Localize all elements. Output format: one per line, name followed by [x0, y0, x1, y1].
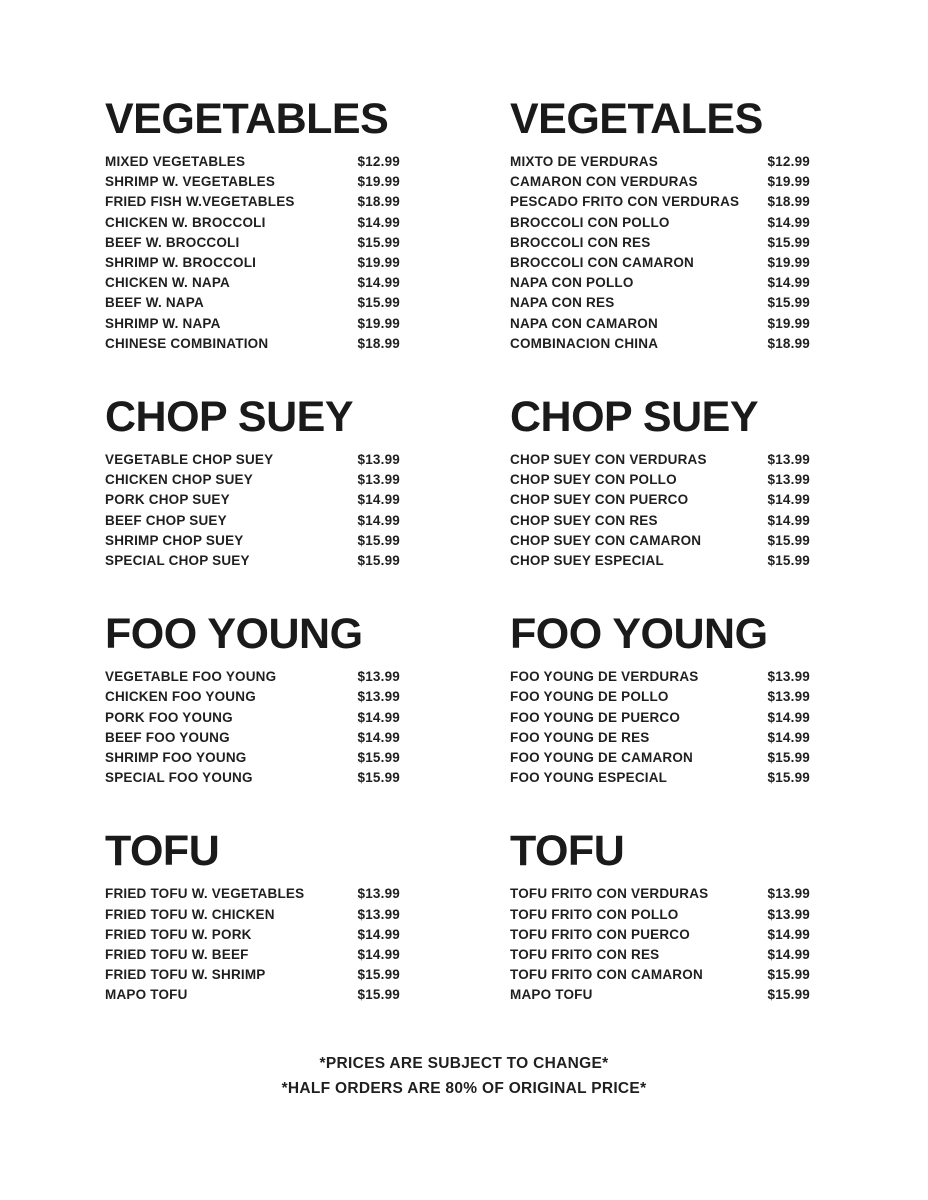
item-price: $13.99 — [767, 669, 810, 685]
menu-item-row — [105, 985, 400, 1005]
item-name: PESCADO FRITO CON VERDURAS — [510, 194, 740, 210]
item-price: $19.99 — [767, 315, 810, 331]
menu-item-row — [105, 531, 400, 551]
item-name: VEGETABLE CHOP SUEY — [105, 452, 274, 468]
section-title: TOFU — [510, 827, 625, 876]
menu-item-row — [105, 965, 400, 985]
item-price: $13.99 — [357, 906, 400, 922]
menu-item-row — [510, 985, 810, 1005]
menu-item-row — [510, 233, 810, 253]
item-price: $18.99 — [767, 335, 810, 351]
menu-item-row — [510, 450, 810, 470]
menu-item-row — [510, 687, 810, 707]
item-price: $12.99 — [767, 154, 810, 169]
item-name: MIXTO DE VERDURAS — [510, 154, 658, 169]
item-name: BROCCOLI CON POLLO — [510, 214, 670, 230]
menu-item-row — [510, 551, 810, 571]
item-list — [510, 667, 810, 788]
item-price: $13.99 — [357, 452, 400, 468]
item-name: FOO YOUNG DE PUERCO — [510, 709, 681, 725]
menu-item-row — [105, 728, 400, 748]
item-price: $15.99 — [767, 295, 810, 311]
item-price: $14.99 — [357, 729, 400, 745]
menu-item-row — [510, 334, 810, 354]
menu-item-row — [510, 884, 810, 904]
item-name: CHOP SUEY CON PUERCO — [510, 492, 689, 508]
item-price: $13.99 — [767, 472, 810, 488]
item-price: $12.99 — [357, 154, 400, 169]
menu-column-english — [105, 96, 400, 354]
item-price: $19.99 — [357, 174, 400, 190]
item-name: CHICKEN W. NAPA — [105, 275, 231, 291]
item-name: CHICKEN W. BROCCOLI — [105, 214, 266, 230]
item-price: $15.99 — [767, 967, 810, 983]
footer-note-line2: *HALF ORDERS ARE 80% OF ORIGINAL PRICE* — [281, 1079, 647, 1097]
item-name: SPECIAL FOO YOUNG — [105, 770, 253, 786]
section-title: VEGETALES — [510, 95, 763, 143]
item-name: CAMARON CON VERDURAS — [510, 174, 698, 190]
menu-item-row — [510, 728, 810, 748]
section-title: VEGETABLES — [105, 95, 389, 143]
menu-item-row — [105, 172, 400, 192]
menu-item-row — [105, 470, 400, 490]
item-name: MAPO TOFU — [105, 987, 188, 1003]
item-price: $14.99 — [357, 947, 400, 963]
item-price: $14.99 — [357, 512, 400, 528]
menu-column-english — [105, 828, 400, 1005]
item-name: SHRIMP FOO YOUNG — [105, 750, 247, 766]
item-name: FRIED TOFU W. CHICKEN — [105, 906, 275, 922]
item-price: $19.99 — [357, 315, 400, 331]
item-price: $14.99 — [767, 512, 810, 528]
item-name: SHRIMP CHOP SUEY — [105, 532, 244, 548]
item-price: $13.99 — [357, 689, 400, 705]
item-list — [105, 667, 400, 788]
menu-item-row — [105, 708, 400, 728]
item-name: SHRIMP W. NAPA — [105, 315, 221, 331]
item-name: CHOP SUEY CON CAMARON — [510, 532, 702, 548]
item-name: FRIED TOFU W. BEEF — [105, 947, 249, 963]
menu-item-row — [105, 213, 400, 233]
item-price: $14.99 — [767, 729, 810, 745]
menu-item-row — [510, 152, 810, 172]
menu-item-row — [510, 470, 810, 490]
item-price: $13.99 — [357, 472, 400, 488]
menu-item-row — [105, 293, 400, 313]
item-name: CHOP SUEY CON POLLO — [510, 472, 677, 488]
item-price: $15.99 — [357, 553, 400, 569]
menu-item-row — [105, 450, 400, 470]
item-price: $14.99 — [767, 926, 810, 942]
item-name: FRIED TOFU W. VEGETABLES — [105, 886, 305, 902]
item-price: $14.99 — [357, 214, 400, 230]
menu-item-row — [105, 192, 400, 212]
menu-item-row — [510, 213, 810, 233]
item-name: PORK CHOP SUEY — [105, 492, 230, 508]
menu-column-english — [105, 611, 400, 788]
item-price: $13.99 — [357, 886, 400, 902]
item-price: $15.99 — [767, 532, 810, 548]
footer-notes — [0, 1051, 928, 1101]
section-title: CHOP SUEY — [510, 393, 758, 442]
item-price: $13.99 — [357, 669, 400, 685]
menu-column-spanish — [510, 828, 810, 1005]
section-title: TOFU — [105, 827, 220, 876]
item-price: $15.99 — [767, 770, 810, 786]
menu-section-tofu — [105, 828, 810, 1005]
item-list — [510, 152, 810, 354]
menu-item-row — [510, 192, 810, 212]
item-name: NAPA CON RES — [510, 295, 615, 311]
item-list — [105, 884, 400, 1005]
item-name: TOFU FRITO CON POLLO — [510, 906, 679, 922]
item-name: FRIED TOFU W. SHRIMP — [105, 967, 266, 983]
menu-item-row — [510, 708, 810, 728]
menu-item-row — [105, 884, 400, 904]
menu-item-row — [510, 490, 810, 510]
item-name: CHOP SUEY CON RES — [510, 512, 658, 528]
item-name: SHRIMP W. VEGETABLES — [105, 174, 276, 190]
item-price: $15.99 — [767, 750, 810, 766]
item-name: BEEF FOO YOUNG — [105, 729, 230, 745]
menu-item-row — [105, 768, 400, 788]
menu-item-row — [105, 945, 400, 965]
item-name: NAPA CON CAMARON — [510, 315, 658, 331]
item-name: SPECIAL CHOP SUEY — [105, 553, 250, 569]
item-name: FOO YOUNG DE POLLO — [510, 689, 669, 705]
menu-item-row — [105, 667, 400, 687]
menu-item-row — [510, 768, 810, 788]
menu-item-row — [510, 965, 810, 985]
menu-item-row — [105, 490, 400, 510]
item-price: $14.99 — [767, 275, 810, 291]
item-price: $15.99 — [357, 532, 400, 548]
menu-item-row — [105, 687, 400, 707]
item-name: PORK FOO YOUNG — [105, 709, 233, 725]
item-name: COMBINACION CHINA — [510, 335, 659, 351]
item-name: FRIED FISH W.VEGETABLES — [105, 194, 295, 210]
menu-item-row — [105, 273, 400, 293]
item-price: $15.99 — [357, 750, 400, 766]
item-price: $15.99 — [357, 987, 400, 1003]
item-list — [510, 450, 810, 571]
item-price: $14.99 — [767, 492, 810, 508]
item-price: $15.99 — [767, 553, 810, 569]
menu-item-row — [510, 531, 810, 551]
item-name: TOFU FRITO CON VERDURAS — [510, 886, 709, 902]
item-name: FRIED TOFU W. PORK — [105, 926, 252, 942]
item-price: $14.99 — [767, 709, 810, 725]
item-list — [105, 152, 400, 354]
item-name: FOO YOUNG DE VERDURAS — [510, 669, 699, 685]
section-title: CHOP SUEY — [105, 393, 353, 442]
item-name: TOFU FRITO CON CAMARON — [510, 967, 703, 983]
menu-item-row — [510, 172, 810, 192]
item-name: FOO YOUNG DE CAMARON — [510, 750, 694, 766]
item-price: $13.99 — [767, 886, 810, 902]
item-price: $13.99 — [767, 452, 810, 468]
menu-item-row — [510, 314, 810, 334]
menu-item-row — [105, 551, 400, 571]
item-price: $19.99 — [767, 174, 810, 190]
item-price: $13.99 — [767, 689, 810, 705]
menu-section-foo-young — [105, 611, 810, 788]
menu-item-row — [510, 905, 810, 925]
menu-column-spanish — [510, 611, 810, 788]
item-name: CHINESE COMBINATION — [105, 335, 269, 351]
item-price: $14.99 — [357, 492, 400, 508]
menu-item-row — [510, 511, 810, 531]
item-name: CHOP SUEY ESPECIAL — [510, 553, 664, 569]
item-name: VEGETABLE FOO YOUNG — [105, 669, 277, 685]
menu-item-row — [105, 905, 400, 925]
menu-item-row — [105, 233, 400, 253]
item-name: BROCCOLI CON CAMARON — [510, 255, 694, 271]
menu-column-english — [105, 394, 400, 571]
menu-section-vegetables — [105, 96, 810, 354]
menu-item-row — [105, 152, 400, 172]
item-price: $15.99 — [767, 987, 810, 1003]
item-name: CHICKEN FOO YOUNG — [105, 689, 256, 705]
item-list — [510, 884, 810, 1005]
section-title: FOO YOUNG — [510, 610, 768, 659]
menu-item-row — [105, 511, 400, 531]
item-name: SHRIMP W. BROCCOLI — [105, 255, 257, 271]
menu-column-spanish — [510, 394, 810, 571]
item-price: $15.99 — [357, 770, 400, 786]
menu-item-row — [105, 253, 400, 273]
menu-item-row — [105, 314, 400, 334]
item-name: TOFU FRITO CON PUERCO — [510, 926, 690, 942]
item-price: $15.99 — [767, 234, 810, 250]
item-price: $15.99 — [357, 295, 400, 311]
item-price: $15.99 — [357, 234, 400, 250]
menu-item-row — [510, 667, 810, 687]
menu-item-row — [510, 945, 810, 965]
menu-item-row — [510, 925, 810, 945]
item-name: BEEF CHOP SUEY — [105, 512, 227, 528]
item-price: $14.99 — [767, 947, 810, 963]
item-name: BEEF W. BROCCOLI — [105, 234, 240, 250]
menu-item-row — [510, 748, 810, 768]
menu-item-row — [105, 925, 400, 945]
item-price: $19.99 — [767, 255, 810, 271]
menu-item-row — [105, 334, 400, 354]
item-price: $14.99 — [357, 926, 400, 942]
item-name: FOO YOUNG ESPECIAL — [510, 770, 668, 786]
item-name: TOFU FRITO CON RES — [510, 947, 660, 963]
item-price: $13.99 — [767, 906, 810, 922]
item-name: BROCCOLI CON RES — [510, 234, 651, 250]
item-price: $18.99 — [357, 194, 400, 210]
footer-note-line1: *PRICES ARE SUBJECT TO CHANGE* — [319, 1054, 609, 1072]
item-list — [105, 450, 400, 571]
menu-item-row — [510, 253, 810, 273]
item-price: $18.99 — [357, 335, 400, 351]
menu-column-spanish — [510, 96, 810, 354]
item-name: NAPA CON POLLO — [510, 275, 634, 291]
item-name: CHOP SUEY CON VERDURAS — [510, 452, 707, 468]
item-price: $18.99 — [767, 194, 810, 210]
item-price: $15.99 — [357, 967, 400, 983]
item-name: CHICKEN CHOP SUEY — [105, 472, 253, 488]
menu-item-row — [510, 273, 810, 293]
menu-section-chop-suey — [105, 394, 810, 571]
item-price: $19.99 — [357, 255, 400, 271]
menu-item-row — [105, 748, 400, 768]
item-name: BEEF W. NAPA — [105, 295, 204, 311]
section-title: FOO YOUNG — [105, 610, 363, 659]
item-name: MAPO TOFU — [510, 987, 593, 1003]
item-price: $14.99 — [357, 709, 400, 725]
item-price: $14.99 — [767, 214, 810, 230]
item-name: MIXED VEGETABLES — [105, 154, 246, 169]
item-name: FOO YOUNG DE RES — [510, 729, 650, 745]
menu-item-row — [510, 293, 810, 313]
item-price: $14.99 — [357, 275, 400, 291]
